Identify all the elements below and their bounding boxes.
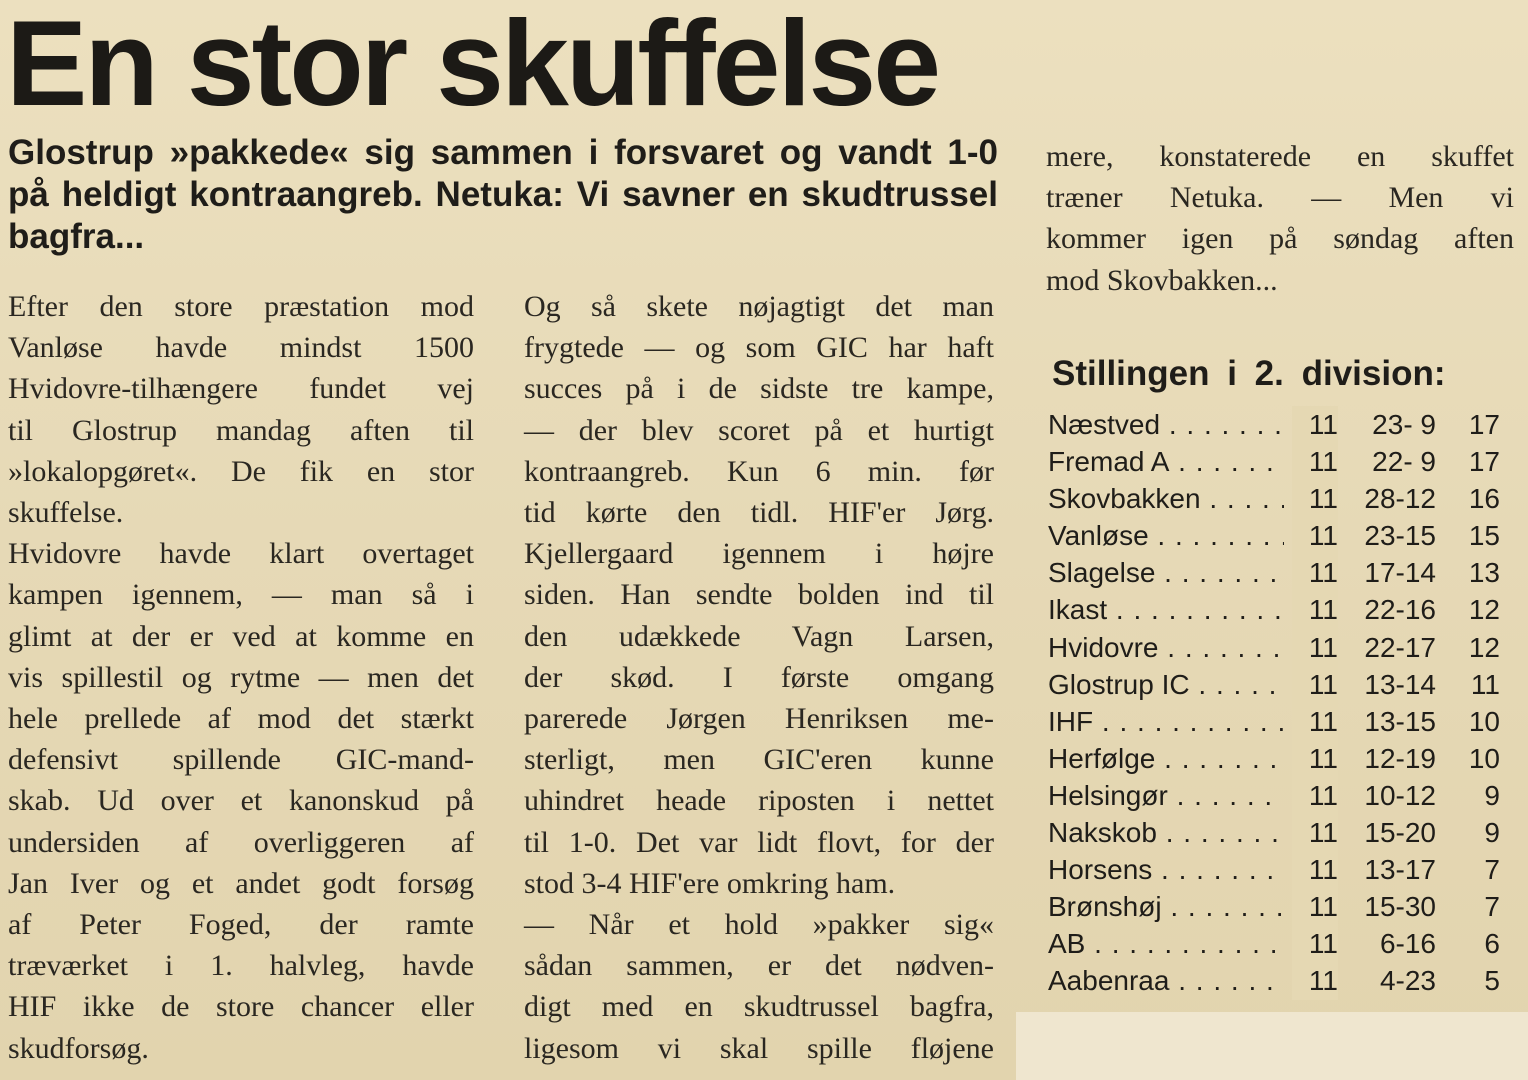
text-line: tid kørte den tidl. HIF'er Jørg.	[524, 496, 994, 530]
article-column-1	[8, 286, 474, 1069]
text-line: skab. Ud over et kanonskud på	[8, 784, 474, 818]
text-line: hele prellede af mod det stærkt	[8, 702, 474, 736]
text-line: Kjellergaard igennem i højre	[524, 537, 994, 571]
points: 17	[1468, 409, 1500, 440]
text-line: »lokalopgøret«. De fik en stor	[8, 454, 474, 488]
matches-played: 11	[1292, 406, 1338, 443]
team-name: Aabenraa . . .	[1048, 962, 1284, 999]
text-line: til Glostrup mandag aften til	[8, 413, 474, 447]
text-line: kommer igen på søndag aften	[1046, 222, 1514, 256]
points: 11	[1470, 668, 1500, 700]
team-name: Slagelse . . .	[1048, 554, 1284, 591]
text-line: af Peter Foged, der ramte	[8, 908, 474, 942]
text-line: Efter den store præstation mod	[8, 290, 474, 323]
table-row	[1048, 888, 1504, 925]
table-row	[1048, 851, 1504, 888]
table-row	[1048, 406, 1504, 443]
goal-score: 15-20	[1364, 817, 1436, 849]
text-line: HIF ikke de store chancer eller	[8, 990, 474, 1024]
table-row	[1048, 703, 1504, 740]
text-line: digt med en skudtrussel bagfra,	[524, 990, 994, 1024]
matches-played: 11	[1292, 666, 1338, 703]
points: 13	[1468, 557, 1500, 589]
text-line: der skød. I første omgang	[524, 660, 994, 694]
matches-played: 11	[1292, 629, 1338, 666]
matches-played: 11	[1292, 962, 1338, 999]
text-line: vis spillestil og rytme — men det	[8, 660, 474, 694]
team-name: Hvidovre . . .	[1048, 629, 1284, 666]
goal-score: 13-15	[1364, 705, 1436, 737]
matches-played: 11	[1292, 591, 1338, 628]
standings-table	[1048, 406, 1504, 1000]
points: 7	[1484, 891, 1500, 923]
goal-score: 22-17	[1364, 631, 1436, 663]
text-line: Hvidovre havde klart overtaget	[8, 537, 474, 571]
points: 9	[1484, 779, 1500, 811]
goal-score: 12-19	[1364, 742, 1436, 774]
matches-played: 11	[1292, 480, 1338, 517]
text-line: træner Netuka. — Men vi	[1046, 181, 1514, 215]
goal-score: 4-23	[1379, 965, 1436, 997]
table-row	[1048, 740, 1504, 777]
points: 5	[1484, 965, 1500, 997]
text-line: defensivt spillende GIC-mand-	[8, 743, 474, 777]
text-line: Jan Iver og et andet godt forsøg	[8, 866, 474, 900]
text-line: undersiden af overliggeren af	[8, 825, 474, 859]
text-line: træværket i 1. halvleg, havde	[8, 949, 474, 983]
table-row	[1048, 517, 1504, 554]
team-name: Vanløse . . .	[1048, 517, 1284, 554]
text-line: — Når et hold »pakker sig«	[524, 908, 994, 942]
team-name: Helsingør . . .	[1048, 777, 1284, 814]
matches-played: 11	[1292, 814, 1338, 851]
table-row	[1048, 814, 1504, 851]
goal-score: 17-14	[1364, 557, 1436, 589]
goal-score: 6-16	[1379, 928, 1436, 960]
goal-score: 22-16	[1364, 594, 1436, 626]
text-line: den udækkede Vagn Larsen,	[524, 619, 994, 653]
matches-played: 11	[1292, 443, 1338, 480]
text-line: — der blev scoret på et hurtigt	[524, 413, 994, 447]
text-line: mere, konstaterede en skuffet	[1046, 140, 1514, 173]
text-line: stod 3-4 HIF'ere omkring ham.	[524, 866, 896, 900]
text-line: parerede Jørgen Henriksen me-	[524, 702, 994, 736]
team-name: Herfølge . . .	[1048, 740, 1284, 777]
matches-played: 11	[1292, 517, 1338, 554]
text-line: til 1-0. Det var lidt flovt, for der	[524, 825, 994, 859]
matches-played: 11	[1292, 925, 1338, 962]
team-name: Horsens . . .	[1048, 851, 1284, 888]
matches-played: 11	[1292, 554, 1338, 591]
table-row	[1048, 591, 1504, 628]
text-line: kampen igennem, — man så i	[8, 578, 474, 612]
article-column-2	[524, 286, 994, 1069]
points: 12	[1468, 594, 1500, 626]
text-line: frygtede — og som GIC har haft	[524, 331, 994, 365]
team-name: IHF . . .	[1048, 703, 1284, 740]
text-line: kontraangreb. Kun 6 min. før	[524, 454, 994, 488]
team-name: Ikast . . .	[1048, 591, 1284, 628]
team-name: Glostrup IC . . .	[1048, 666, 1284, 703]
text-line: skuffelse.	[8, 496, 124, 530]
text-line: mod Skovbakken...	[1046, 263, 1278, 297]
team-name: Nakskob . . .	[1048, 814, 1284, 851]
points: 7	[1484, 854, 1500, 886]
goal-score: 13-14	[1364, 668, 1436, 700]
goal-score: 23-15	[1364, 520, 1436, 552]
subheadline: Glostrup »pakkede« sig sammen i forsvaret og vandt 1-0 på heldigt kontraangreb. Netuka: Vi savner en skudtrussel bagfra...	[8, 133, 998, 256]
text-line: uhindret heade riposten i nettet	[524, 784, 994, 818]
points: 10	[1468, 705, 1500, 737]
points: 10	[1468, 742, 1500, 774]
points: 15	[1468, 520, 1500, 552]
team-name: Næstved . . .	[1048, 406, 1284, 443]
matches-played: 11	[1292, 777, 1338, 814]
team-name: Skovbakken . . .	[1048, 480, 1284, 517]
article-column-3	[1046, 136, 1514, 301]
points: 16	[1468, 483, 1500, 515]
matches-played: 11	[1292, 740, 1338, 777]
goal-score: 23- 9	[1372, 409, 1436, 440]
goal-score: 22- 9	[1372, 446, 1436, 478]
table-row	[1048, 777, 1504, 814]
standings-title: Stillingen i 2. division:	[1052, 354, 1446, 393]
headline: En stor skuffelse	[6, 0, 939, 131]
text-line: Hvidovre-tilhængere fundet vej	[8, 372, 474, 406]
text-line: sterligt, men GIC'eren kunne	[524, 743, 994, 777]
background-paper	[1016, 1012, 1528, 1080]
goal-score: 28-12	[1364, 483, 1436, 515]
text-line: Og så skete nøjagtigt det man	[524, 290, 994, 323]
points: 17	[1468, 446, 1500, 478]
matches-played: 11	[1292, 703, 1338, 740]
text-line: siden. Han sendte bolden ind til	[524, 578, 994, 612]
goal-score: 13-17	[1364, 854, 1436, 886]
text-line: glimt at der er ved at komme en	[8, 619, 474, 653]
table-row	[1048, 666, 1504, 703]
goal-score: 10-12	[1364, 779, 1436, 811]
matches-played: 11	[1292, 851, 1338, 888]
points: 6	[1484, 928, 1500, 960]
table-row	[1048, 443, 1504, 480]
text-line: skudforsøg.	[8, 1031, 149, 1065]
goal-score: 15-30	[1364, 891, 1436, 923]
team-name: Brønshøj . . .	[1048, 888, 1284, 925]
text-line: Vanløse havde mindst 1500	[8, 331, 474, 365]
text-line: succes på i de sidste tre kampe,	[524, 372, 994, 406]
team-name: AB . . .	[1048, 925, 1284, 962]
points: 9	[1484, 817, 1500, 849]
text-line: ligesom vi skal spille fløjene	[524, 1031, 994, 1065]
table-row	[1048, 629, 1504, 666]
table-row	[1048, 480, 1504, 517]
table-row	[1048, 925, 1504, 962]
table-row	[1048, 554, 1504, 591]
team-name: Fremad A . . .	[1048, 443, 1284, 480]
text-line: sådan sammen, er det nødven-	[524, 949, 994, 983]
points: 12	[1468, 631, 1500, 663]
matches-played: 11	[1292, 888, 1338, 925]
table-row	[1048, 962, 1504, 999]
